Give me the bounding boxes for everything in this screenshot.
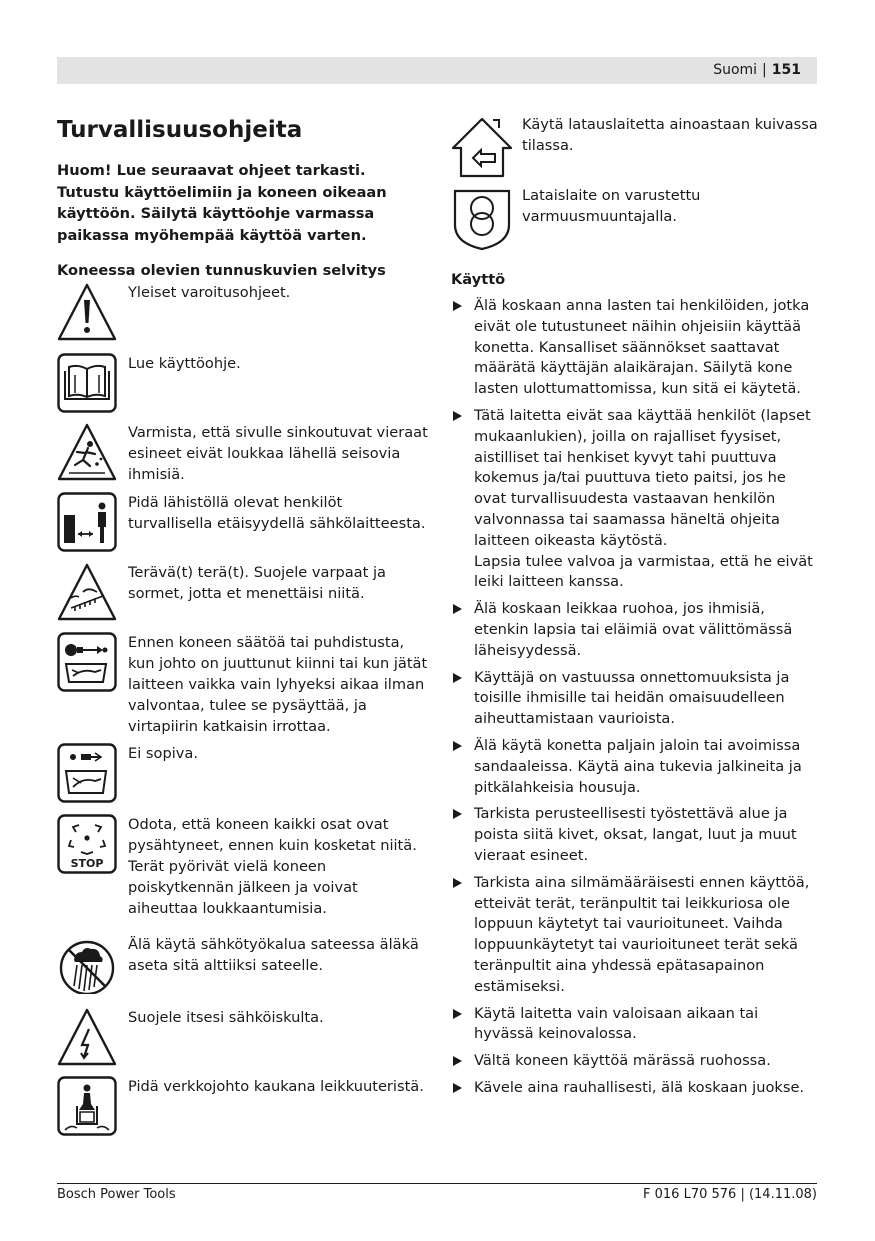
page-number: 151 bbox=[771, 62, 801, 78]
wait-until-stopped-icon bbox=[57, 814, 117, 874]
symbol-text: Ennen koneen säätöä tai puhdistusta, kun johto on juuttunut kiinni tai kun jätät laitteen vaikka vain lyhyeksi aikaa ilman valvontaa, tulee se pysäyttää, ja virtapiirin katkaisin irrottaa. bbox=[128, 634, 428, 735]
unplug-before-maintenance-icon bbox=[57, 632, 117, 692]
symbol-text: Varmista, että sivulle sinkoutuvat vieraat esineet eivät loukkaa lähellä seisovia ihmisiä. bbox=[128, 424, 428, 483]
footer-divider bbox=[57, 1183, 817, 1184]
symbols-heading: Koneessa olevien tunnuskuvien selvitys bbox=[57, 262, 386, 279]
list-item bbox=[451, 1051, 819, 1072]
symbol-text: Älä käytä sähkötyökalua sateessa äläkä aseta sitä alttiiksi sateelle. bbox=[128, 936, 419, 974]
charger-symbol-text: Käytä latauslaitetta ainoastaan kuivassa tilassa. bbox=[522, 116, 818, 154]
list-item bbox=[451, 1078, 819, 1099]
indoor-use-icon bbox=[451, 114, 513, 180]
list-item bbox=[451, 406, 819, 593]
bullet-text: Tarkista perusteellisesti työstettävä alue ja poista siitä kivet, oksat, langat, luut ja muut vieraat esineet. bbox=[474, 805, 797, 864]
left-column bbox=[57, 114, 428, 1095]
symbol-text: Terävä(t) terä(t). Suojele varpaat ja sormet, jotta et menettäisi niitä. bbox=[128, 564, 386, 602]
list-item bbox=[451, 873, 819, 998]
electric-shock-icon bbox=[57, 1007, 117, 1067]
page-title: Turvallisuusohjeita bbox=[57, 117, 303, 143]
bullet-arrow-icon bbox=[453, 878, 462, 888]
children-note: Lapsia tulee valvoa ja varmistaa, että he eivät leiki laitteen kanssa. bbox=[474, 552, 813, 591]
symbol-text: Suojele itsesi sähköiskulta. bbox=[128, 1009, 324, 1026]
bullet-text: Älä käytä konetta paljain jaloin tai avoimissa sandaaleissa. Käytä aina tukevia jalkineita ja pitkälahkeisia housuja. bbox=[474, 736, 802, 796]
bullet-text: Kävele aina rauhallisesti, älä koskaan juokse. bbox=[474, 1078, 805, 1096]
usage-heading: Käyttö bbox=[451, 271, 506, 288]
symbol-text: Pidä lähistöllä olevat henkilöt turvallisella etäisyydellä sähkölaitteesta. bbox=[128, 494, 426, 532]
flying-objects-icon bbox=[57, 422, 117, 482]
list-item bbox=[451, 668, 819, 730]
bullet-text: Vältä koneen käyttöä märässä ruohossa. bbox=[474, 1052, 771, 1070]
bullet-arrow-icon bbox=[453, 741, 462, 751]
warning-exclamation-icon bbox=[57, 282, 117, 342]
header-separator: | bbox=[762, 62, 767, 78]
bullet-arrow-icon bbox=[453, 1056, 462, 1066]
symbol-text: Lue käyttöohje. bbox=[128, 355, 241, 372]
symbol-text: Odota, että koneen kaikki osat ovat pysähtyneet, ennen kuin kosketat niitä. Terät pyörivät vielä koneen poiskytkennän jälkeen ja voivat aiheuttaa loukkaantumisia. bbox=[128, 816, 417, 917]
footer-doc-number: F 016 L70 576 | (14.11.08) bbox=[643, 1187, 817, 1202]
cable-away-from-blade-icon bbox=[57, 1076, 117, 1136]
list-item bbox=[451, 804, 819, 866]
bullet-text: Tarkista aina silmämääräisesti ennen käyttöä, etteivät terät, teränpultit tai leikkuriosa ole loppuun käytetyt tai vaurioituneet. Vaihda loppuunkäytetyt tai vaurioituneet terät sekä teränpultit aina yhdessä epätasapainon estämiseksi. bbox=[474, 873, 810, 995]
bullet-arrow-icon bbox=[453, 809, 462, 819]
usage-bullet-list bbox=[451, 296, 819, 1105]
bullet-arrow-icon bbox=[453, 1083, 462, 1093]
bullet-text: Käyttäjä on vastuussa onnettomuuksista ja toisille ihmisille tai heidän omaisuudelleen aiheuttamistaan vaurioista. bbox=[474, 668, 790, 728]
keep-distance-icon bbox=[57, 492, 117, 552]
page-header bbox=[57, 57, 817, 84]
header-text bbox=[713, 61, 801, 80]
bullet-text: Tätä laitetta eivät saa käyttää henkilöt (lapset mukaanlukien), joilla on rajalliset fyysiset, aistilliset tai henkiset kyvyt tahi puuttuva kokemus ja/tai puuttuva tieto paitsi, jos he ovat turvallisuudesta vastaavan henkilön valvonnassa tai saamassa häneltä ohjeita laitteen oikeasta käytöstä. bbox=[474, 406, 811, 549]
intro-text: Huom! Lue seuraavat ohjeet tarkasti. Tutustu käyttöelimiin ja koneen oikeaan käyttöön. Säilytä käyttöohje varmassa paikassa myöhempää käyttöä varten. bbox=[57, 162, 387, 244]
safety-transformer-icon bbox=[451, 185, 513, 251]
bullet-arrow-icon bbox=[453, 411, 462, 421]
list-item bbox=[451, 296, 819, 400]
bullet-text: Älä koskaan anna lasten tai henkilöiden, jotka eivät ole tutustuneet näihin ohjeisiin käyttää konetta. Kansalliset säännökset saattavat määrätä käyttäjän alaikärajan. Säilytä kone lasten ulottumattomissa, kun sitä ei käytetä. bbox=[474, 297, 810, 398]
list-item bbox=[451, 599, 819, 661]
symbol-text: Ei sopiva. bbox=[128, 745, 198, 762]
bullet-text: Älä koskaan leikkaa ruohoa, jos ihmisiä, etenkin lapsia tai eläimiä ovat välittömässä läheisyydessä. bbox=[474, 600, 793, 659]
not-suitable-icon bbox=[57, 743, 117, 803]
bullet-text: Käytä laitetta vain valoisaan aikaan tai hyvässä keinovalossa. bbox=[474, 1004, 759, 1043]
stop-label: STOP bbox=[70, 857, 104, 870]
bullet-arrow-icon bbox=[453, 1009, 462, 1019]
no-rain-icon bbox=[57, 934, 117, 994]
bullet-arrow-icon bbox=[453, 673, 462, 683]
manual-book-icon bbox=[57, 353, 117, 413]
symbol-text: Pidä verkkojohto kaukana leikkuuteristä. bbox=[128, 1078, 424, 1095]
bullet-arrow-icon bbox=[453, 604, 462, 614]
list-item bbox=[451, 1004, 819, 1046]
bullet-arrow-icon bbox=[453, 301, 462, 311]
sharp-blades-icon bbox=[57, 562, 117, 622]
symbol-text: Yleiset varoitusohjeet. bbox=[128, 284, 291, 301]
list-item bbox=[451, 736, 819, 798]
charger-symbol-text: Lataislaite on varustettu varmuusmuuntajalla. bbox=[522, 187, 701, 225]
header-language: Suomi bbox=[713, 62, 758, 78]
footer-brand: Bosch Power Tools bbox=[57, 1187, 176, 1202]
